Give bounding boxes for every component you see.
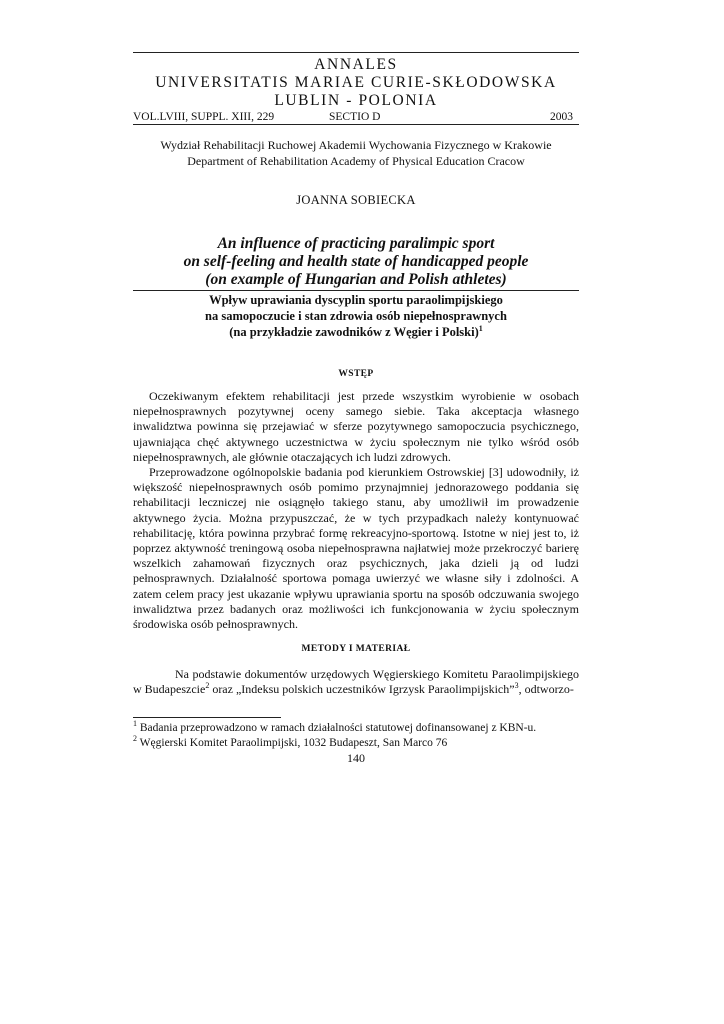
header-bottom-rule — [133, 124, 579, 125]
footnote-2: $^2$ Węgierski Komitet Paraolimpijski, 1032 Budapeszt, San Marco 76 — [133, 734, 448, 749]
footnote-separator — [133, 717, 281, 718]
section-heading-methods: METODY I MATERIAŁ — [301, 644, 411, 654]
title-pl-line3: (na przykładzie zawodników z Węgier i Polski)$^1$ — [229, 323, 483, 339]
footnote-1: $^1$ Badania przeprowadzono w ramach działalności statutowej dofinansowanej z KBN-u. — [133, 719, 537, 734]
affiliation-polish: Wydział Rehabilitacji Ruchowej Akademii Wychowania Fizycznego w Krakowie — [160, 138, 552, 152]
affiliation-block — [133, 137, 579, 169]
section-heading-intro: WSTĘP — [338, 369, 374, 379]
intro-text — [133, 389, 579, 632]
publication-year: 2003 — [550, 111, 573, 123]
header-top-rule — [133, 52, 579, 53]
page-number: 140 — [347, 751, 365, 765]
title-pl-line2: na samopoczucie i stan zdrowia osób niepełnosprawnych — [205, 309, 507, 323]
journal-name-line1: ANNALES — [314, 56, 398, 73]
affiliation-english: Department of Rehabilitation Academy of Physical Education Cracow — [187, 154, 525, 168]
intro-paragraph-1: Oczekiwanym efektem rehabilitacji jest przede wszystkim wyrobienie w osobach niepełnosprawnych pozytywnej oceny samego siebie. Taka akceptacja własnego inwalidztwa powinna się przejawiać w sferze pozytywnego samopoczucia psychicznego, ujawniająca chęć aktywnego uczestnictwa w życiu społecznym nie tylko wśród osób niepełnosprawnych, ale głównie otaczających ich ludzi zdrowych. — [133, 389, 579, 464]
title-separator-rule — [133, 290, 579, 291]
title-pl-line1: Wpływ uprawiania dyscyplin sportu paraolimpijskiego — [209, 293, 503, 307]
footnote-ref-1: 1 — [478, 323, 483, 333]
title-en-line2: on self-feeling and health state of handicapped people — [183, 253, 529, 270]
title-en-line1: An influence of practicing paralimpic sport — [217, 235, 495, 252]
title-english — [133, 235, 579, 289]
title-polish — [133, 292, 579, 340]
title-en-line3: (on example of Hungarian and Polish athletes) — [205, 271, 507, 288]
author-name: JOANNA SOBIECKA — [296, 193, 416, 207]
sectio-label: SECTIO D — [329, 111, 381, 123]
volume-info: VOL.LVIII, SUPPL. XIII, 229 — [133, 111, 275, 123]
intro-paragraph-2: Przeprowadzone ogólnopolskie badania pod kierunkiem Ostrowskiej [3] udowodniły, iż większość niepełnosprawnych osób pomimo przynajmniej jednorazowego poddania się rehabilitacji leczniczej nie osiągnęło takiego stanu, aby umożliwił im prowadzenie aktywnego życia. Można przypuszczać, że w tych przypadkach należy kontynuować rehabilitację, która powinna przybrać formę rekreacyjno-sportową. Istotne w niej jest to, iż poprzez aktywność treningową osoba niepełnosprawna najłatwiej może przekroczyć barierę wszelkich zahamowań fizycznych oraz psychicznych, jaka dzieli ją od ludzi pełnosprawnych. Działalność sportowa pomaga uwierzyć we własne siły i zdolności. A zatem celem pracy jest ukazanie wpływu uprawiania sportu na sposób odczuwania swojego inwalidztwa przez badanych oraz możliwości ich funkcjonowania w życiu społecznym środowiska osób pełnosprawnych. — [133, 465, 579, 632]
journal-location: LUBLIN - POLONIA — [274, 92, 438, 109]
journal-name-line2: UNIVERSITATIS MARIAE CURIE-SKŁODOWSKA — [155, 74, 557, 91]
methods-text — [133, 667, 579, 697]
methods-paragraph-1: Na podstawie dokumentów urzędowych Węgierskiego Komitetu Paraolimpijskiego w Budapeszcie$^2$ oraz „Indeksu polskich uczestników Igrzysk Paraolimpijskich”$^3$, odtworzo- — [133, 667, 579, 697]
